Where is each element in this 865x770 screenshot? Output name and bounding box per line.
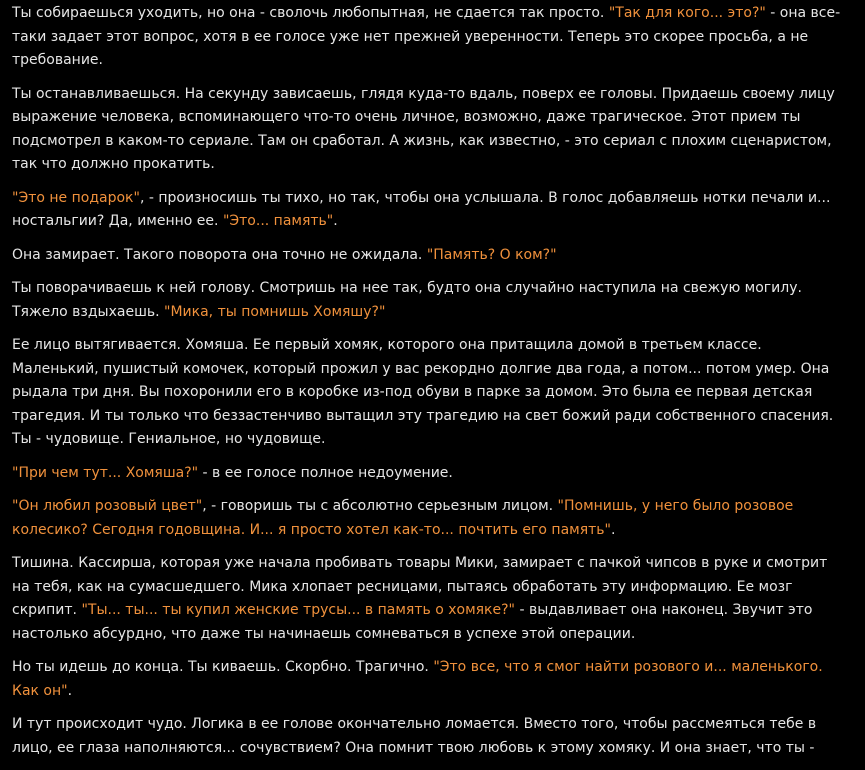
story-paragraph bbox=[12, 244, 848, 268]
story-paragraph bbox=[12, 334, 848, 452]
story-paragraph bbox=[12, 713, 848, 760]
narration-text: Она замирает. Такого поворота она точно не ожидала. bbox=[12, 246, 427, 263]
story-paragraph bbox=[12, 462, 848, 486]
narration-text: . bbox=[67, 682, 73, 699]
dialogue-quote: "Так для кого... это?" bbox=[608, 5, 766, 21]
narration-text: . bbox=[610, 521, 616, 538]
narration-text: Ты собираешься уходить, но она - сволочь любопытная, не сдается так просто. bbox=[12, 5, 609, 21]
narration-text: - выдавливает она наконец. Звучит это настолько абсурдно, что даже ты начинаешь сомневаться в успехе этой операции. bbox=[12, 602, 813, 642]
story-paragraph bbox=[12, 495, 848, 542]
dialogue-quote: "Это не подарок" bbox=[12, 189, 140, 206]
narration-text: . bbox=[333, 213, 338, 229]
narration-text: Но ты идешь до конца. Ты киваешь. Скорбно. Трагично. bbox=[12, 659, 434, 675]
story-paragraph bbox=[12, 187, 848, 234]
story-paragraph bbox=[12, 2, 848, 73]
narration-text: Ты останавливаешься. На секунду зависаешь, глядя куда-то вдаль, поверх ее головы. Придаешь своему лицу выражение человека, вспоминающего что-то очень личное, возможно, даже трагическое. Этот прием ты подсмотрел в каком-то сериале. Там он сработал. А жизнь, как известно, - это сериал с плохим сценаристом, так что должно прокатить. bbox=[12, 85, 835, 172]
dialogue-quote: "При чем тут... Хомяша?" bbox=[12, 464, 199, 481]
narration-text: И тут происходит чудо. Логика в ее голове окончательно ломается. Вместо того, чтобы рассмеяться тебе в лицо, ее глаза наполняются... сочувствием? Она помнит твою любовь к этому хомяку. И она знает, что ты - bbox=[12, 716, 817, 756]
narration-text: , - говоришь ты с абсолютно серьезным лицом. bbox=[202, 498, 558, 514]
dialogue-quote: "Помнишь, у него было розовое колесико? Сегодня годовщина. И... я просто хотел как-то... почтить его память" bbox=[12, 498, 794, 538]
dialogue-quote: "Это... память" bbox=[222, 213, 334, 229]
dialogue-quote: "Он любил розовый цвет" bbox=[12, 498, 203, 514]
dialogue-quote: "Это все, что я смог найти розового и... маленького. Как он" bbox=[12, 659, 823, 699]
narration-text: Ты поворачиваешь к ней голову. Смотришь на нее так, будто она случайно наступила на свежую могилу. Тяжело вздыхаешь. bbox=[12, 280, 802, 320]
narration-text: , - произносишь ты тихо, но так, чтобы она услышала. В голос добавляешь нотки печали и... ностальгии? Да, именно ее. bbox=[12, 189, 831, 229]
narration-text: - в ее голосе полное недоумение. bbox=[198, 464, 453, 481]
story-text bbox=[12, 2, 848, 770]
narration-text: - она все-таки задает этот вопрос, хотя в ее голосе уже нет прежней уверенности. Теперь это скорее просьба, а не требование. bbox=[12, 5, 841, 68]
dialogue-quote: "Мика, ты помнишь Хомяшу?" bbox=[164, 303, 386, 320]
story-paragraph bbox=[12, 277, 848, 324]
narration-text: Тишина. Кассирша, которая уже начала пробивать товары Мики, замирает с пачкой чипсов в руке и смотрит на тебя, как на сумасшедшего. Мика хлопает ресницами, пытаясь обработать эту информацию. Ее мозг скрипит. bbox=[12, 555, 828, 618]
narration-text: Ее лицо вытягивается. Хомяша. Ее первый хомяк, которого она притащила домой в третьем классе. Маленький, пушистый комочек, который прожил у вас рекордно долгие два года, а потом... потом умер. Она рыдала три дня. Вы похоронили его в коробке из-под обуви в парке за домом. Это была ее первая детская трагедия. И ты только что беззастенчиво вытащил эту трагедию на свет божий ради собственного спасения. Ты - чудовище. Гениальное, но чудовище. bbox=[12, 337, 834, 447]
story-paragraph bbox=[12, 552, 848, 646]
story-paragraph bbox=[12, 656, 848, 703]
dialogue-quote: "Память? О ком?" bbox=[426, 246, 557, 263]
story-paragraph bbox=[12, 83, 848, 177]
dialogue-quote: "Ты... ты... ты купил женские трусы... в память о хомяке?" bbox=[81, 602, 515, 618]
